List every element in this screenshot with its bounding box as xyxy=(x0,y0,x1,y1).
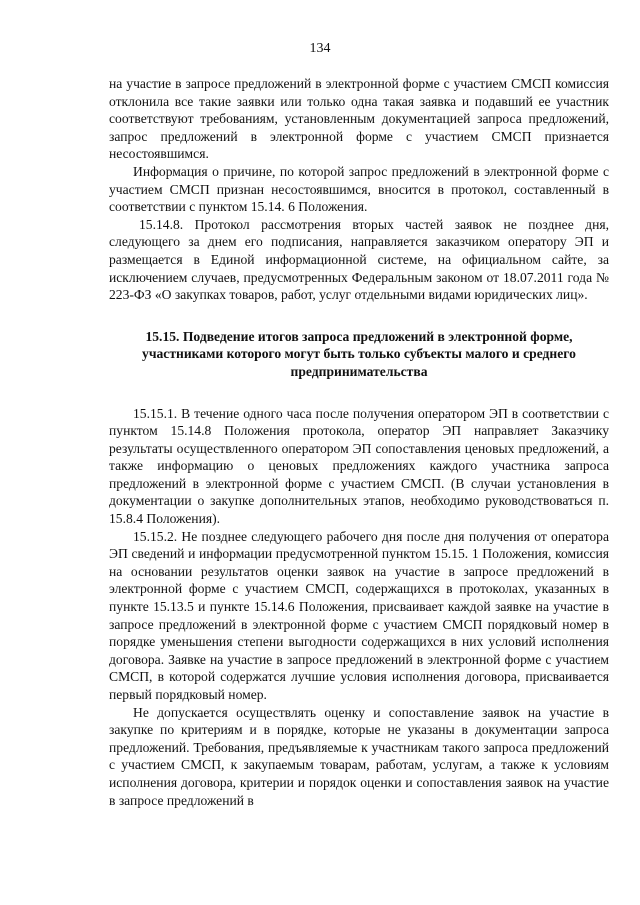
section-heading-15-15: 15.15. Подведение итогов запроса предложений в электронной форме, участниками которого могут быть только субъекты малого и среднего предпринимательства xyxy=(142,328,576,379)
paragraph-continuation: на участие в запросе предложений в электронной форме с участием СМСП комиссия отклонила все такие заявки или только одна такая заявка и подавший ее участник соответствуют требованиям, установленным документацией запроса предложений, запрос предложений в электронной форме с участием СМСП признается несостоявшимся. xyxy=(109,76,609,162)
document-body xyxy=(109,75,609,809)
paragraph-info-reason: Информация о причине, по которой запрос предложений в электронной форме с участием СМСП признан несостоявшимся, вносится в протокол, составленный в соответствии с пунктом 15.14. 6 Положения. xyxy=(109,163,609,215)
paragraph-15-15-1: 15.15.1. В течение одного часа после получения оператором ЭП в соответствии с пунктом 15.14.8 Положения протокола, оператор ЭП направляет Заказчику результаты осуществленного оператором ЭП сопоставления ценовых предложений, а также информацию о ценовых предложениях каждого участника запроса предложений в электронной форме с участием СМСП. (В случаи установления в документации о закупке дополнительных этапов, необходимо руководствоваться п. 15.8.4 Положения). xyxy=(109,405,609,527)
paragraph-evaluation-rules: Не допускается осуществлять оценку и сопоставление заявок на участие в закупке по критериям и в порядке, которые не указаны в документации запроса предложений. Требования, предъявляемые к участникам такого запроса предложений с участием СМСП, к закупаемым товарам, работам, услугам, а также к условиям исполнения договора, критерии и порядок оценки и сопоставления заявок на участие в запросе предложений в xyxy=(109,704,609,808)
paragraph-15-14-8: 15.14.8. Протокол рассмотрения вторых частей заявок не позднее дня, следующего за днем его подписания, направляется заказчиком оператору ЭП и размещается в Единой информационной системе, на официальном сайте, за исключением случаев, предусмотренных Федеральным законом от 18.07.2011 года № 223-ФЗ «О закупках товаров, работ, услуг отдельными видами юридических лиц». xyxy=(109,216,609,303)
paragraph-15-15-2: 15.15.2. Не позднее следующего рабочего дня после дня получения от оператора ЭП сведений и информации предусмотренной пунктом 15.15. 1 Положения, комиссия на основании результатов оценки заявок на участие в запросе предложений в электронной форме с участием СМСП, содержащихся в протоколах, указанных в пункте 15.13.5 и пункте 15.14.6 Положения, присваивает каждой заявке на участие в запросе предложений в электронной форме с участием СМСП порядковый номер в порядке уменьшения степени выгодности содержащихся в них условий исполнения договора. Заявке на участие в запросе предложений в электронной форме с участием СМСП, в которой содержатся лучшие условия исполнения договора, присваивается первый порядковый номер. xyxy=(109,528,609,702)
page-number: 134 xyxy=(309,41,331,56)
